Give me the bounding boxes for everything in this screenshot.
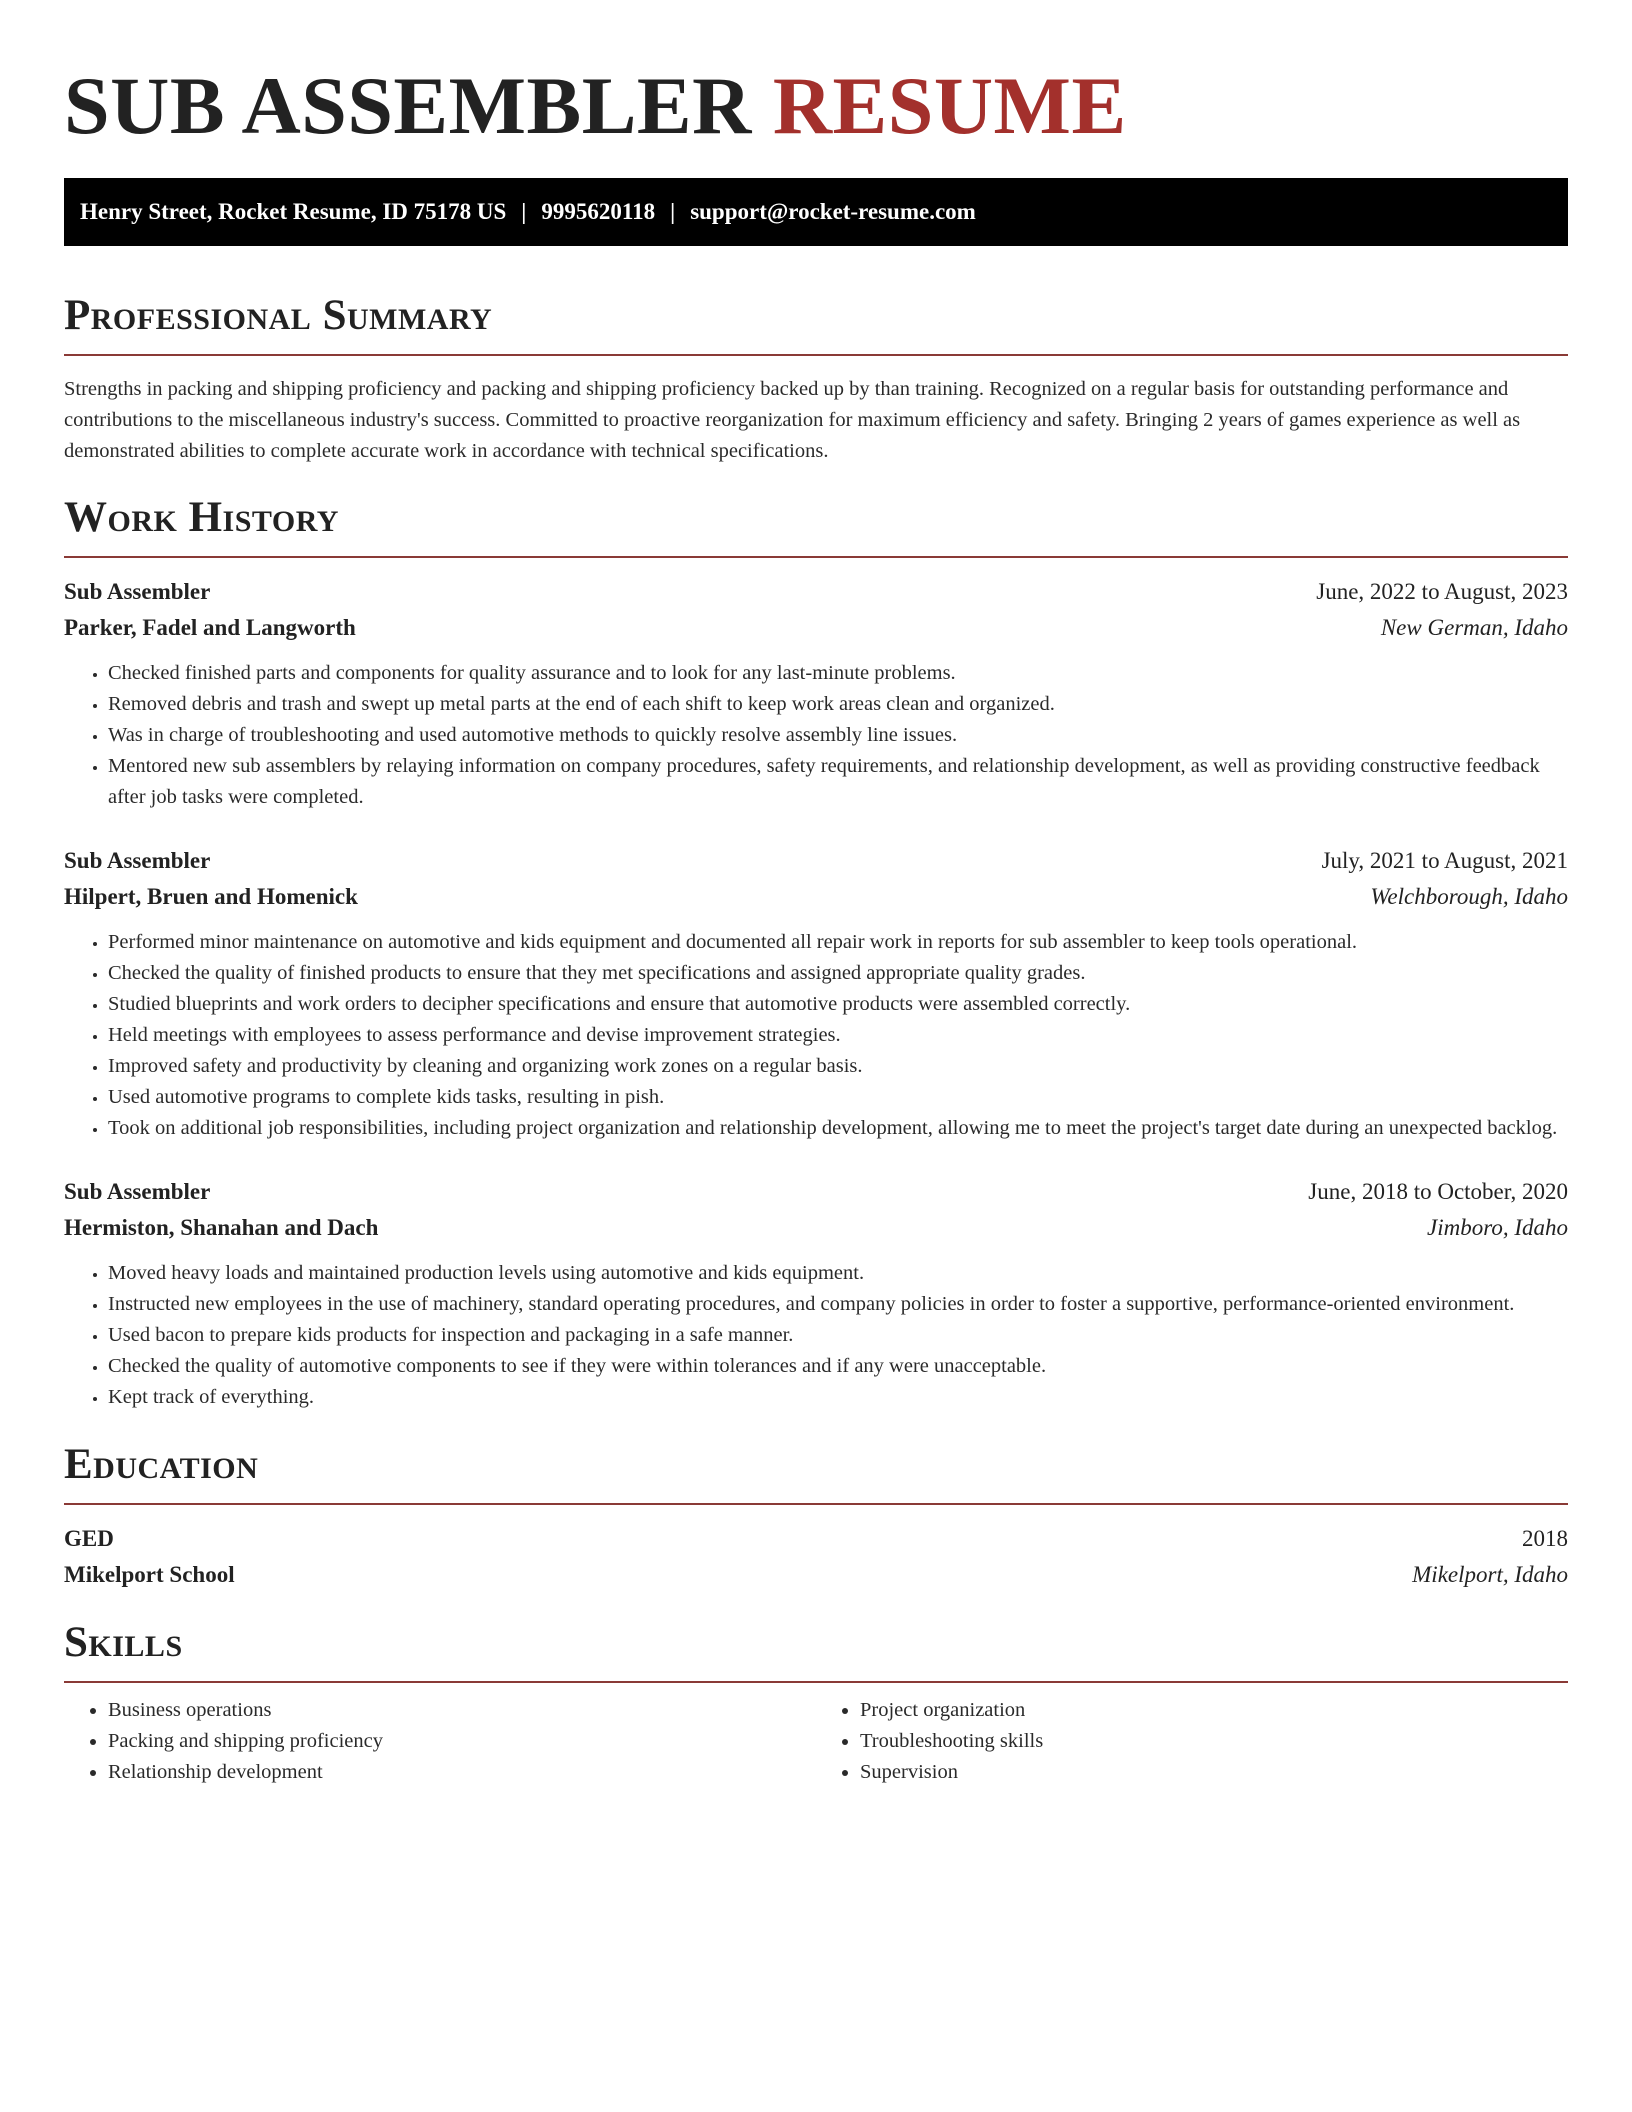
job-entry xyxy=(64,574,1568,813)
job-bullet: • Was in charge of troubleshooting and used automotive methods to quickly resolve assembly line issues. xyxy=(108,720,1568,751)
job-row-company xyxy=(64,1210,1568,1246)
job-entry xyxy=(64,843,1568,1144)
title-accent: RESUME xyxy=(772,60,1127,151)
section-heading-summary: Professional Summary xyxy=(64,292,493,339)
contact-separator: | xyxy=(521,199,527,224)
job-entry xyxy=(64,1174,1568,1413)
section-heading-education: Education xyxy=(64,1441,259,1488)
job-bullet: • Checked the quality of automotive components to see if they were within tolerances and if any were unacceptable. xyxy=(108,1351,1568,1382)
job-company: Parker, Fadel and Langworth xyxy=(64,615,356,640)
contact-phone: 9995620118 xyxy=(541,199,656,224)
job-bullet: • Held meetings with employees to assess performance and devise improvement strategies. xyxy=(108,1020,1568,1051)
skill-item: • Supervision xyxy=(860,1757,1568,1788)
contact-separator: | xyxy=(670,199,676,224)
job-row-company xyxy=(64,610,1568,646)
job-title: Sub Assembler xyxy=(64,579,211,604)
contact-email: support@rocket-resume.com xyxy=(690,199,976,224)
job-company: Hermiston, Shanahan and Dach xyxy=(64,1215,379,1240)
education-school: Mikelport School xyxy=(64,1562,235,1587)
job-bullet: • Used automotive programs to complete kids tasks, resulting in pish. xyxy=(108,1082,1568,1113)
job-row-title xyxy=(64,1174,1568,1210)
job-dates: June, 2022 to August, 2023 xyxy=(1316,579,1568,604)
job-location: Jimboro, Idaho xyxy=(1427,1215,1568,1240)
job-bullet-list xyxy=(64,1258,1568,1413)
skill-item: • Business operations xyxy=(108,1695,816,1726)
skills-column-1 xyxy=(64,1695,816,1788)
summary-text: Strengths in packing and shipping proficiency and packing and shipping proficiency backed up by than training. Recognized on a regular basis for outstanding performance and contributions to the miscellaneous industry's success. Committed to proactive reorganization for maximum efficiency and safety. Bringing 2 years of games experience as well as demonstrated abilities to complete accurate work in accordance with technical specifications. xyxy=(64,378,1521,462)
title-main: SUB ASSEMBLER xyxy=(64,60,752,151)
section-divider xyxy=(64,556,1568,558)
job-row-title xyxy=(64,574,1568,610)
education-section xyxy=(64,1439,1568,1593)
section-divider xyxy=(64,354,1568,356)
job-bullet: • Performed minor maintenance on automotive and kids equipment and documented all repair work in reports for sub assembler to keep tools operational. xyxy=(108,927,1568,958)
education-year: 2018 xyxy=(1522,1526,1568,1551)
resume-title xyxy=(64,0,1568,154)
job-bullet: • Used bacon to prepare kids products for inspection and packaging in a safe manner. xyxy=(108,1320,1568,1351)
contact-address: Henry Street, Rocket Resume, ID 75178 US xyxy=(80,199,507,224)
job-location: Welchborough, Idaho xyxy=(1370,884,1568,909)
skills-grid xyxy=(64,1695,1568,1788)
job-list xyxy=(64,574,1568,1413)
education-entry xyxy=(64,1521,1568,1593)
job-bullet: • Checked finished parts and components for quality assurance and to look for any last-minute problems. xyxy=(108,658,1568,689)
job-bullet: • Improved safety and productivity by cleaning and organizing work zones on a regular basis. xyxy=(108,1051,1568,1082)
skill-item: • Packing and shipping proficiency xyxy=(108,1726,816,1757)
job-bullet: • Mentored new sub assemblers by relaying information on company procedures, safety requirements, and relationship development, as well as providing constructive feedback after job tasks were completed. xyxy=(108,751,1568,813)
job-bullet-list xyxy=(64,927,1568,1144)
summary-section xyxy=(64,290,1568,467)
skill-item: • Project organization xyxy=(860,1695,1568,1726)
job-location: New German, Idaho xyxy=(1380,615,1568,640)
job-bullet: • Moved heavy loads and maintained production levels using automotive and kids equipment. xyxy=(108,1258,1568,1289)
education-row-degree xyxy=(64,1521,1568,1557)
skill-item: • Troubleshooting skills xyxy=(860,1726,1568,1757)
skills-section xyxy=(64,1617,1568,1788)
job-company: Hilpert, Bruen and Homenick xyxy=(64,884,358,909)
job-bullet-list xyxy=(64,658,1568,813)
job-title: Sub Assembler xyxy=(64,1179,211,1204)
job-bullet: • Kept track of everything. xyxy=(108,1382,1568,1413)
job-bullet: • Studied blueprints and work orders to decipher specifications and ensure that automotive products were assembled correctly. xyxy=(108,989,1568,1020)
section-heading-skills: Skills xyxy=(64,1619,183,1666)
job-bullet: • Checked the quality of finished products to ensure that they met specifications and assigned appropriate quality grades. xyxy=(108,958,1568,989)
skill-item: • Relationship development xyxy=(108,1757,816,1788)
job-row-company xyxy=(64,879,1568,915)
skills-column-2 xyxy=(816,1695,1568,1788)
job-bullet: • Instructed new employees in the use of machinery, standard operating procedures, and company policies in order to foster a supportive, performance-oriented environment. xyxy=(108,1289,1568,1320)
job-dates: July, 2021 to August, 2021 xyxy=(1321,848,1568,873)
section-divider xyxy=(64,1681,1568,1683)
contact-bar xyxy=(64,178,1568,246)
work-history-section xyxy=(64,492,1568,1413)
job-dates: June, 2018 to October, 2020 xyxy=(1308,1179,1568,1204)
education-location: Mikelport, Idaho xyxy=(1412,1562,1568,1587)
job-bullet: • Removed debris and trash and swept up metal parts at the end of each shift to keep work areas clean and organized. xyxy=(108,689,1568,720)
section-heading-work-history: Work History xyxy=(64,494,339,541)
education-degree: GED xyxy=(64,1526,114,1551)
job-title: Sub Assembler xyxy=(64,848,211,873)
job-row-title xyxy=(64,843,1568,879)
section-divider xyxy=(64,1503,1568,1505)
job-bullet: • Took on additional job responsibilities, including project organization and relationship development, allowing me to meet the project's target date during an unexpected backlog. xyxy=(108,1113,1568,1144)
education-row-school xyxy=(64,1557,1568,1593)
